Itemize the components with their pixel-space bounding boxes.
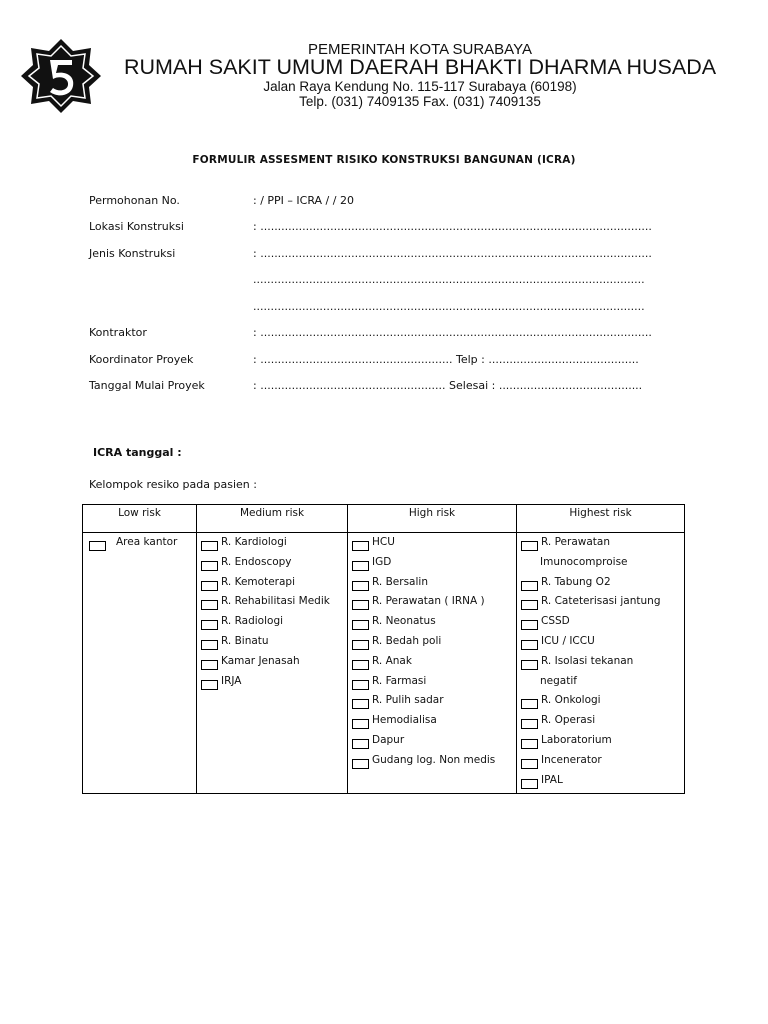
list-item xyxy=(521,635,682,655)
checkbox[interactable] xyxy=(521,541,538,551)
list-item xyxy=(521,615,682,635)
checkbox[interactable] xyxy=(201,581,218,591)
item-label: IRJA xyxy=(221,674,242,687)
jenis-field-line3[interactable]: ................................................................................................................ xyxy=(253,300,645,313)
permohonan-label: Permohonan No. xyxy=(89,194,180,207)
item-label: Hemodialisa xyxy=(372,714,437,727)
risk-table-body xyxy=(83,533,685,794)
item-label: Dapur xyxy=(372,733,405,746)
checkbox[interactable] xyxy=(521,600,538,610)
list-item xyxy=(521,556,682,576)
list-item xyxy=(521,694,682,714)
list-item xyxy=(352,635,514,655)
item-label: Incenerator xyxy=(541,753,602,766)
high-risk-column xyxy=(348,533,517,794)
header-highest-risk: Highest risk xyxy=(517,505,685,533)
checkbox[interactable] xyxy=(352,759,369,769)
list-item xyxy=(521,754,682,774)
checkbox[interactable] xyxy=(352,581,369,591)
checkbox[interactable] xyxy=(201,660,218,670)
list-item xyxy=(521,576,682,596)
item-label: R. Binatu xyxy=(221,634,269,647)
highest-risk-column xyxy=(517,533,685,794)
checkbox[interactable] xyxy=(352,600,369,610)
item-label: R. Farmasi xyxy=(372,674,427,687)
lokasi-field[interactable]: : ................................................................................................................ xyxy=(253,220,652,233)
item-label: negatif xyxy=(540,674,577,687)
item-label: Imunocomproise xyxy=(540,555,628,568)
list-item xyxy=(352,675,514,695)
icra-date-label: ICRA tanggal : xyxy=(93,446,182,459)
list-item xyxy=(201,635,345,655)
list-item xyxy=(201,536,345,556)
checkbox[interactable] xyxy=(521,699,538,709)
jenis-label: Jenis Konstruksi xyxy=(89,247,176,260)
jenis-field-line2[interactable]: ................................................................................................................ xyxy=(253,273,645,286)
header-low-risk: Low risk xyxy=(83,505,197,533)
lokasi-label: Lokasi Konstruksi xyxy=(89,220,184,233)
item-label: R. Onkologi xyxy=(541,694,601,707)
item-label: R. Cateterisasi jantung xyxy=(541,595,661,608)
list-item xyxy=(201,615,345,635)
checkbox[interactable] xyxy=(89,541,106,551)
item-label: R. Kardiologi xyxy=(221,536,287,548)
item-label: R. Operasi xyxy=(541,714,596,727)
item-label: R. Kemoterapi xyxy=(221,575,295,588)
kontraktor-label: Kontraktor xyxy=(89,326,147,339)
checkbox[interactable] xyxy=(352,699,369,709)
item-label: R. Anak xyxy=(372,654,412,667)
list-item xyxy=(87,536,194,556)
form-title: FORMULIR ASSESMENT RISIKO KONSTRUKSI BANGUNAN (ICRA) xyxy=(192,154,576,166)
list-item xyxy=(521,714,682,734)
risk-table-header xyxy=(83,505,685,533)
item-label: R. Endoscopy xyxy=(221,555,292,568)
checkbox[interactable] xyxy=(521,739,538,749)
checkbox[interactable] xyxy=(201,620,218,630)
list-item xyxy=(352,734,514,754)
list-item xyxy=(201,675,345,695)
checkbox[interactable] xyxy=(201,600,218,610)
checkbox[interactable] xyxy=(352,620,369,630)
koordinator-label: Koordinator Proyek xyxy=(89,353,194,366)
list-item xyxy=(201,556,345,576)
checkbox[interactable] xyxy=(352,561,369,571)
list-item xyxy=(201,595,345,615)
list-item xyxy=(352,655,514,675)
item-label: Laboratorium xyxy=(541,733,612,746)
checkbox[interactable] xyxy=(201,561,218,571)
list-item xyxy=(201,576,345,596)
gov-name: PEMERINTAH KOTA SURABAYA xyxy=(308,41,532,58)
item-label: R. Perawatan xyxy=(541,536,610,548)
list-item xyxy=(521,655,682,675)
list-item xyxy=(352,556,514,576)
list-item xyxy=(352,714,514,734)
checkbox[interactable] xyxy=(521,779,538,789)
checkbox[interactable] xyxy=(201,680,218,690)
header-high-risk: High risk xyxy=(348,505,517,533)
item-label: IPAL xyxy=(541,773,563,786)
checkbox[interactable] xyxy=(201,640,218,650)
checkbox[interactable] xyxy=(352,719,369,729)
koordinator-field[interactable]: : ....................................................... Telp : ........................................... xyxy=(253,353,639,366)
item-label: R. Bersalin xyxy=(372,575,428,588)
hospital-phone: Telp. (031) 7409135 Fax. (031) 7409135 xyxy=(299,94,541,109)
item-label: R. Isolasi tekanan xyxy=(541,654,634,667)
checkbox[interactable] xyxy=(201,541,218,551)
checkbox[interactable] xyxy=(521,719,538,729)
kontraktor-field[interactable]: : ................................................................................................................ xyxy=(253,326,652,339)
risk-table xyxy=(82,504,685,794)
item-label: R. Neonatus xyxy=(372,615,436,628)
risk-group-label: Kelompok resiko pada pasien : xyxy=(89,478,257,491)
checkbox[interactable] xyxy=(521,620,538,630)
list-item xyxy=(352,754,514,774)
jenis-field[interactable]: : ................................................................................................................ xyxy=(253,247,652,260)
item-label: Area kantor xyxy=(116,536,178,548)
hospital-address: Jalan Raya Kendung No. 115-117 Surabaya (60198) xyxy=(263,79,577,94)
list-item xyxy=(352,536,514,556)
list-item xyxy=(521,595,682,615)
checkbox[interactable] xyxy=(521,759,538,769)
list-item xyxy=(352,615,514,635)
hospital-name: RUMAH SAKIT UMUM DAERAH BHAKTI DHARMA HUSADA xyxy=(123,55,717,79)
item-label: IGD xyxy=(372,555,392,568)
list-item xyxy=(201,655,345,675)
item-label: Gudang log. Non medis xyxy=(372,753,496,766)
item-label: ICU / ICCU xyxy=(541,634,595,647)
checkbox[interactable] xyxy=(352,640,369,650)
list-item xyxy=(521,734,682,754)
list-item xyxy=(352,595,514,615)
low-risk-column xyxy=(83,533,197,794)
checkbox[interactable] xyxy=(521,660,538,670)
item-label: Kamar Jenasah xyxy=(221,654,300,667)
item-label: R. Pulih sadar xyxy=(372,694,444,707)
item-label: R. Bedah poli xyxy=(372,634,442,647)
item-label: HCU xyxy=(372,536,395,548)
checkbox[interactable] xyxy=(521,581,538,591)
list-item xyxy=(352,576,514,596)
tanggal-field[interactable]: : ..................................................... Selesai : ......................................... xyxy=(253,379,643,392)
item-label: R. Tabung O2 xyxy=(541,575,611,588)
checkbox[interactable] xyxy=(521,640,538,650)
checkbox[interactable] xyxy=(352,541,369,551)
header-medium-risk: Medium risk xyxy=(197,505,348,533)
item-label: R. Rehabilitasi Medik xyxy=(221,595,330,608)
checkbox[interactable] xyxy=(352,660,369,670)
tanggal-label: Tanggal Mulai Proyek xyxy=(89,379,205,392)
item-label: R. Perawatan ( IRNA ) xyxy=(372,595,485,608)
hospital-logo xyxy=(20,38,102,114)
list-item xyxy=(521,774,682,794)
item-label: CSSD xyxy=(541,615,570,628)
item-label: R. Radiologi xyxy=(221,615,284,628)
medium-risk-column xyxy=(197,533,348,794)
permohonan-field[interactable]: : / PPI – ICRA / / 20 xyxy=(253,194,354,207)
list-item xyxy=(521,536,682,556)
checkbox[interactable] xyxy=(352,739,369,749)
list-item xyxy=(521,675,682,695)
checkbox[interactable] xyxy=(352,680,369,690)
list-item xyxy=(352,694,514,714)
